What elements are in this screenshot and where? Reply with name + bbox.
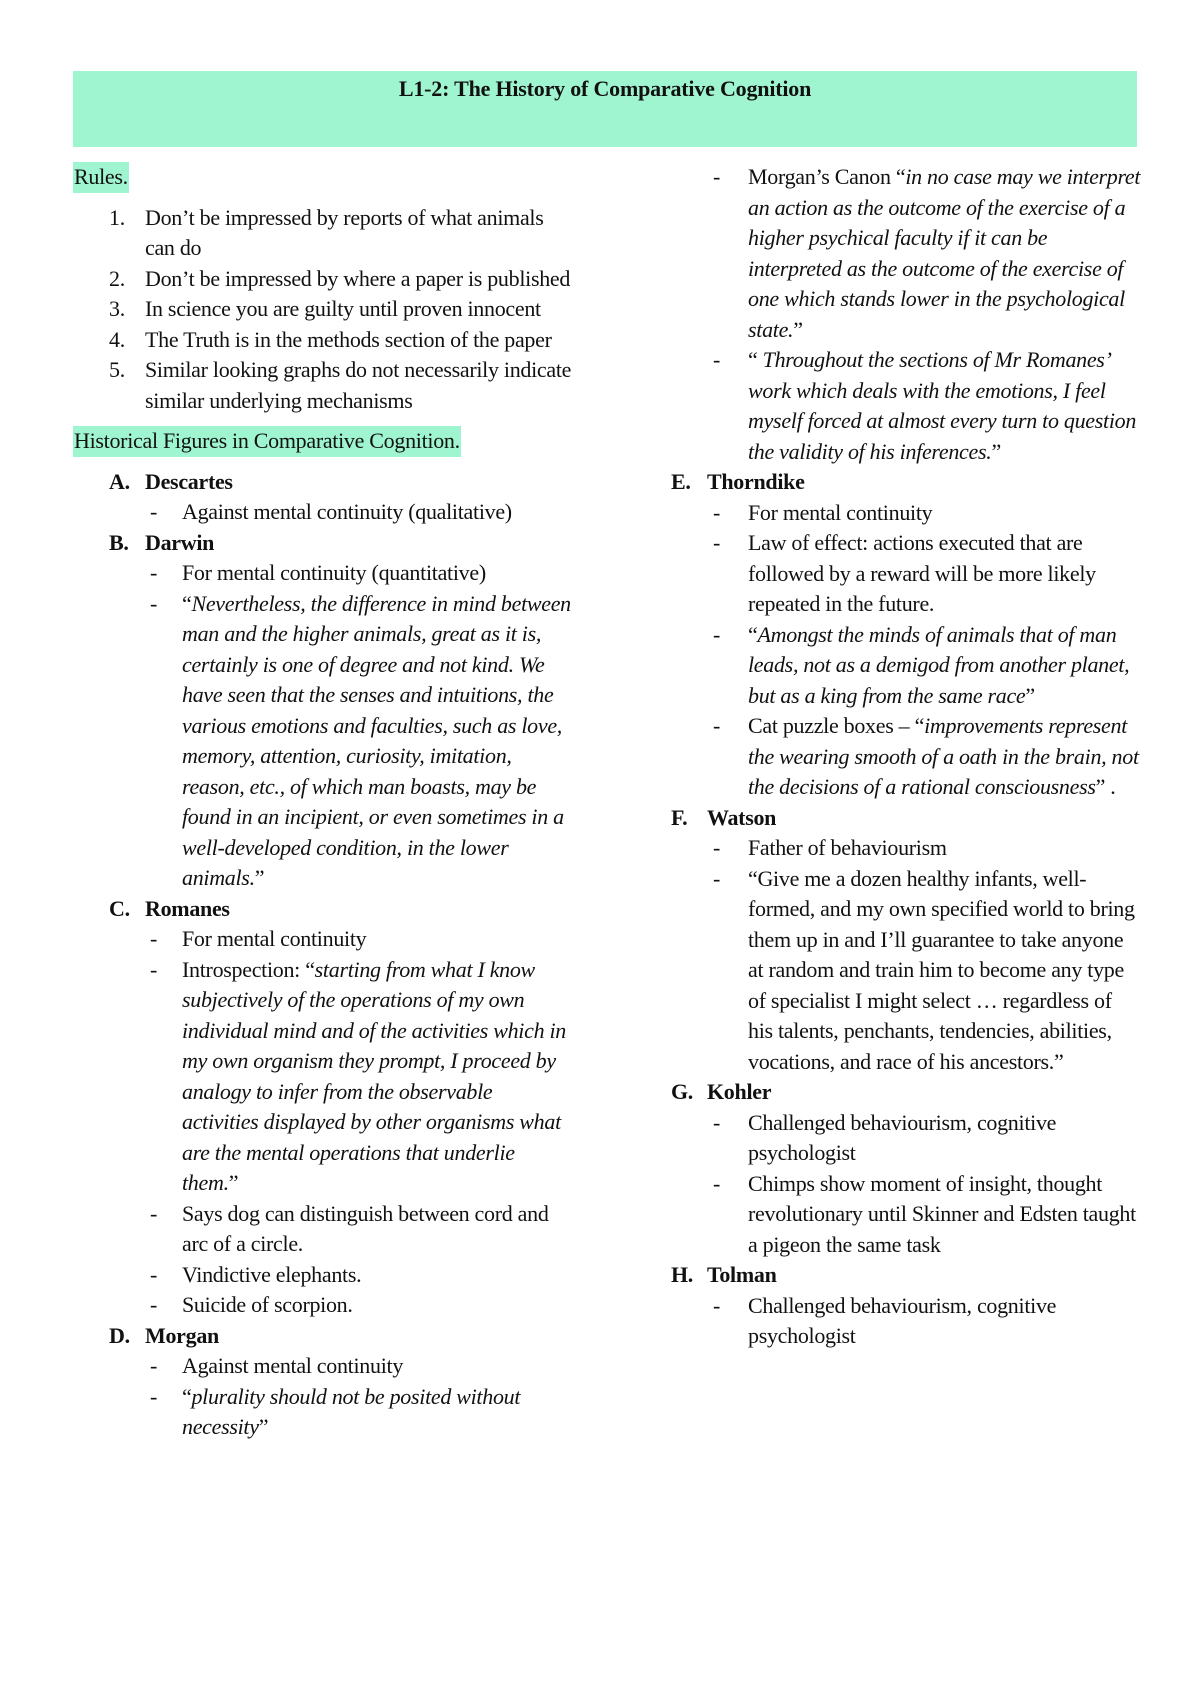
list-item: - “Give me a dozen healthy infants, well-formed, and my own specified world to bring them up in and I’ll guarantee to take anyone at random and train him to become any type of specialist I might select … regardless of his talents, penchants, tendencies, abilities, vocations, and race of his ancestors.” <box>713 865 1135 1074</box>
figure-name: Kohler <box>707 1079 772 1104</box>
figure-name: Descartes <box>145 468 233 494</box>
left-column <box>73 162 573 1443</box>
figure-name: Tolman <box>707 1262 777 1287</box>
figure-name: Darwin <box>145 529 215 555</box>
figure-name: Thorndike <box>707 469 805 494</box>
list-item: 2. Don’t be impressed by where a paper is published <box>109 265 571 291</box>
figure-watson: F. Watson - Father of behaviourism - “Give me a dozen healthy infants, well-formed, and my own specified world to bring them up in and I’ll guarantee to take anyone at random and train him to become any type of specialist I might select … regardless of his talents, penchants, tendencies, abilities, vocations, and race of his ancestors.” <box>671 803 1141 1078</box>
list-item: - “plurality should not be posited without necessity” <box>150 1383 521 1439</box>
rules-heading: Rules. <box>73 162 129 193</box>
list-item: 1. Don’t be impressed by reports of what animals can do <box>109 204 544 260</box>
figure-morgan: D. Morgan - Against mental continuity - “plurality should not be posited without necessity” <box>73 1321 573 1443</box>
list-item: - Cat puzzle boxes – “improvements represent the wearing smooth of a oath in the brain, not the decisions of a rational consciousness” . <box>713 713 1139 799</box>
list-item: - Father of behaviourism <box>713 835 947 860</box>
list-item: - For mental continuity <box>150 926 367 951</box>
figure-tolman: H. Tolman - Challenged behaviourism, cognitive psychologist <box>671 1260 1141 1352</box>
figure-kohler: G. Kohler - Challenged behaviourism, cognitive psychologist - Chimps show moment of insight, thought revolutionary until Skinner and Edsten taught a pigeon the same task <box>671 1077 1141 1260</box>
list-item: - Morgan’s Canon “in no case may we interpret an action as the outcome of the exercise of a higher psychical faculty if it can be interpreted as the outcome of the exercise of one which stands lower in the psychological state.” <box>713 164 1141 342</box>
list-item: - Challenged behaviourism, cognitive psychologist <box>713 1109 1057 1165</box>
figure-romanes: C. Romanes - For mental continuity - Introspection: “starting from what I know subjectively of the operations of my own individual mind and of the activities which in my own organism they prompt, I proceed by analogy to infer from the observable activities displayed by other organisms what are the mental operations that underlie them.” - Says dog can distinguish between cord and arc of a circle. - Vindictive elephants. - Suicide of scorpion. <box>73 894 573 1321</box>
page-title: L1-2: The History of Comparative Cognition <box>398 76 812 101</box>
list-item: - “Amongst the minds of animals that of man leads, not as a demigod from another planet, but as a king from the same race” <box>713 621 1130 708</box>
list-item: - Law of effect: actions executed that are followed by a reward will be more likely repeated in the future. <box>713 530 1096 616</box>
list-item: - Challenged behaviourism, cognitive psychologist <box>713 1292 1057 1348</box>
list-item: - For mental continuity (quantitative) <box>150 560 486 585</box>
list-item: - Against mental continuity (qualitative) <box>150 499 512 524</box>
list-item: 5. Similar looking graphs do not necessarily indicate similar underlying mechanisms <box>109 357 572 413</box>
list-item: - Vindictive elephants. <box>150 1261 362 1287</box>
title-bar <box>73 71 1137 147</box>
figures-heading: Historical Figures in Comparative Cognition. <box>73 426 461 457</box>
list-item: 4. The Truth is in the methods section of the paper <box>109 326 552 352</box>
figure-darwin: B. Darwin - For mental continuity (quantitative) - “Nevertheless, the difference in mind between man and the higher animals, great as it is, certainly is one of degree and not kind. We have seen that the senses and intuitions, the various emotions and faculties, such as love, memory, attention, curiosity, imitation, reason, etc., of which man boasts, may be found in an incipient, or even sometimes in a well-developed condition, in the lower animals.” <box>73 528 573 894</box>
rules-list <box>73 203 573 417</box>
list-item: 3. In science you are guilty until proven innocent <box>109 296 541 321</box>
list-item: - “ Throughout the sections of Mr Romanes’ work which deals with the emotions, I feel myself forced at almost every turn to question the validity of his inferences.” <box>713 347 1137 464</box>
morgan-continued <box>671 162 1141 467</box>
list-item: - For mental continuity <box>713 499 933 525</box>
list-item: - “Nevertheless, the difference in mind between man and the higher animals, great as it is, certainly is one of degree and not kind. We have seen that the senses and intuitions, the various emotions and faculties, such as love, memory, attention, curiosity, imitation, reason, etc., of which man boasts, may be found in an incipient, or even sometimes in a well-developed condition, in the lower animals.” <box>150 590 571 890</box>
list-item: - Against mental continuity <box>150 1353 404 1378</box>
list-item: - Says dog can distinguish between cord and arc of a circle. <box>150 1200 549 1256</box>
figure-thorndike: E. Thorndike - For mental continuity - Law of effect: actions executed that are followed by a reward will be more likely repeated in the future. - “Amongst the minds of animals that of man leads, not as a demigod from another planet, but as a king from the same race” - Cat puzzle boxes – “improvements represent the wearing smooth of a oath in the brain, not the decisions of a rational consciousness” . <box>671 467 1141 803</box>
list-item: - Suicide of scorpion. <box>150 1292 353 1317</box>
figure-name: Romanes <box>145 895 230 921</box>
list-item: - Introspection: “starting from what I know subjectively of the operations of my own individual mind and of the activities which in my own organism they prompt, I proceed by analogy to infer from the observable activities displayed by other organisms what are the mental operations that underlie them.” <box>150 956 566 1195</box>
figure-name: Watson <box>707 804 777 830</box>
figure-name: Morgan <box>145 1322 219 1348</box>
figure-descartes: A. Descartes - Against mental continuity (qualitative) <box>73 467 573 528</box>
list-item: - Chimps show moment of insight, thought revolutionary until Skinner and Edsten taught a pigeon the same task <box>713 1170 1136 1257</box>
right-column <box>671 162 1141 1352</box>
